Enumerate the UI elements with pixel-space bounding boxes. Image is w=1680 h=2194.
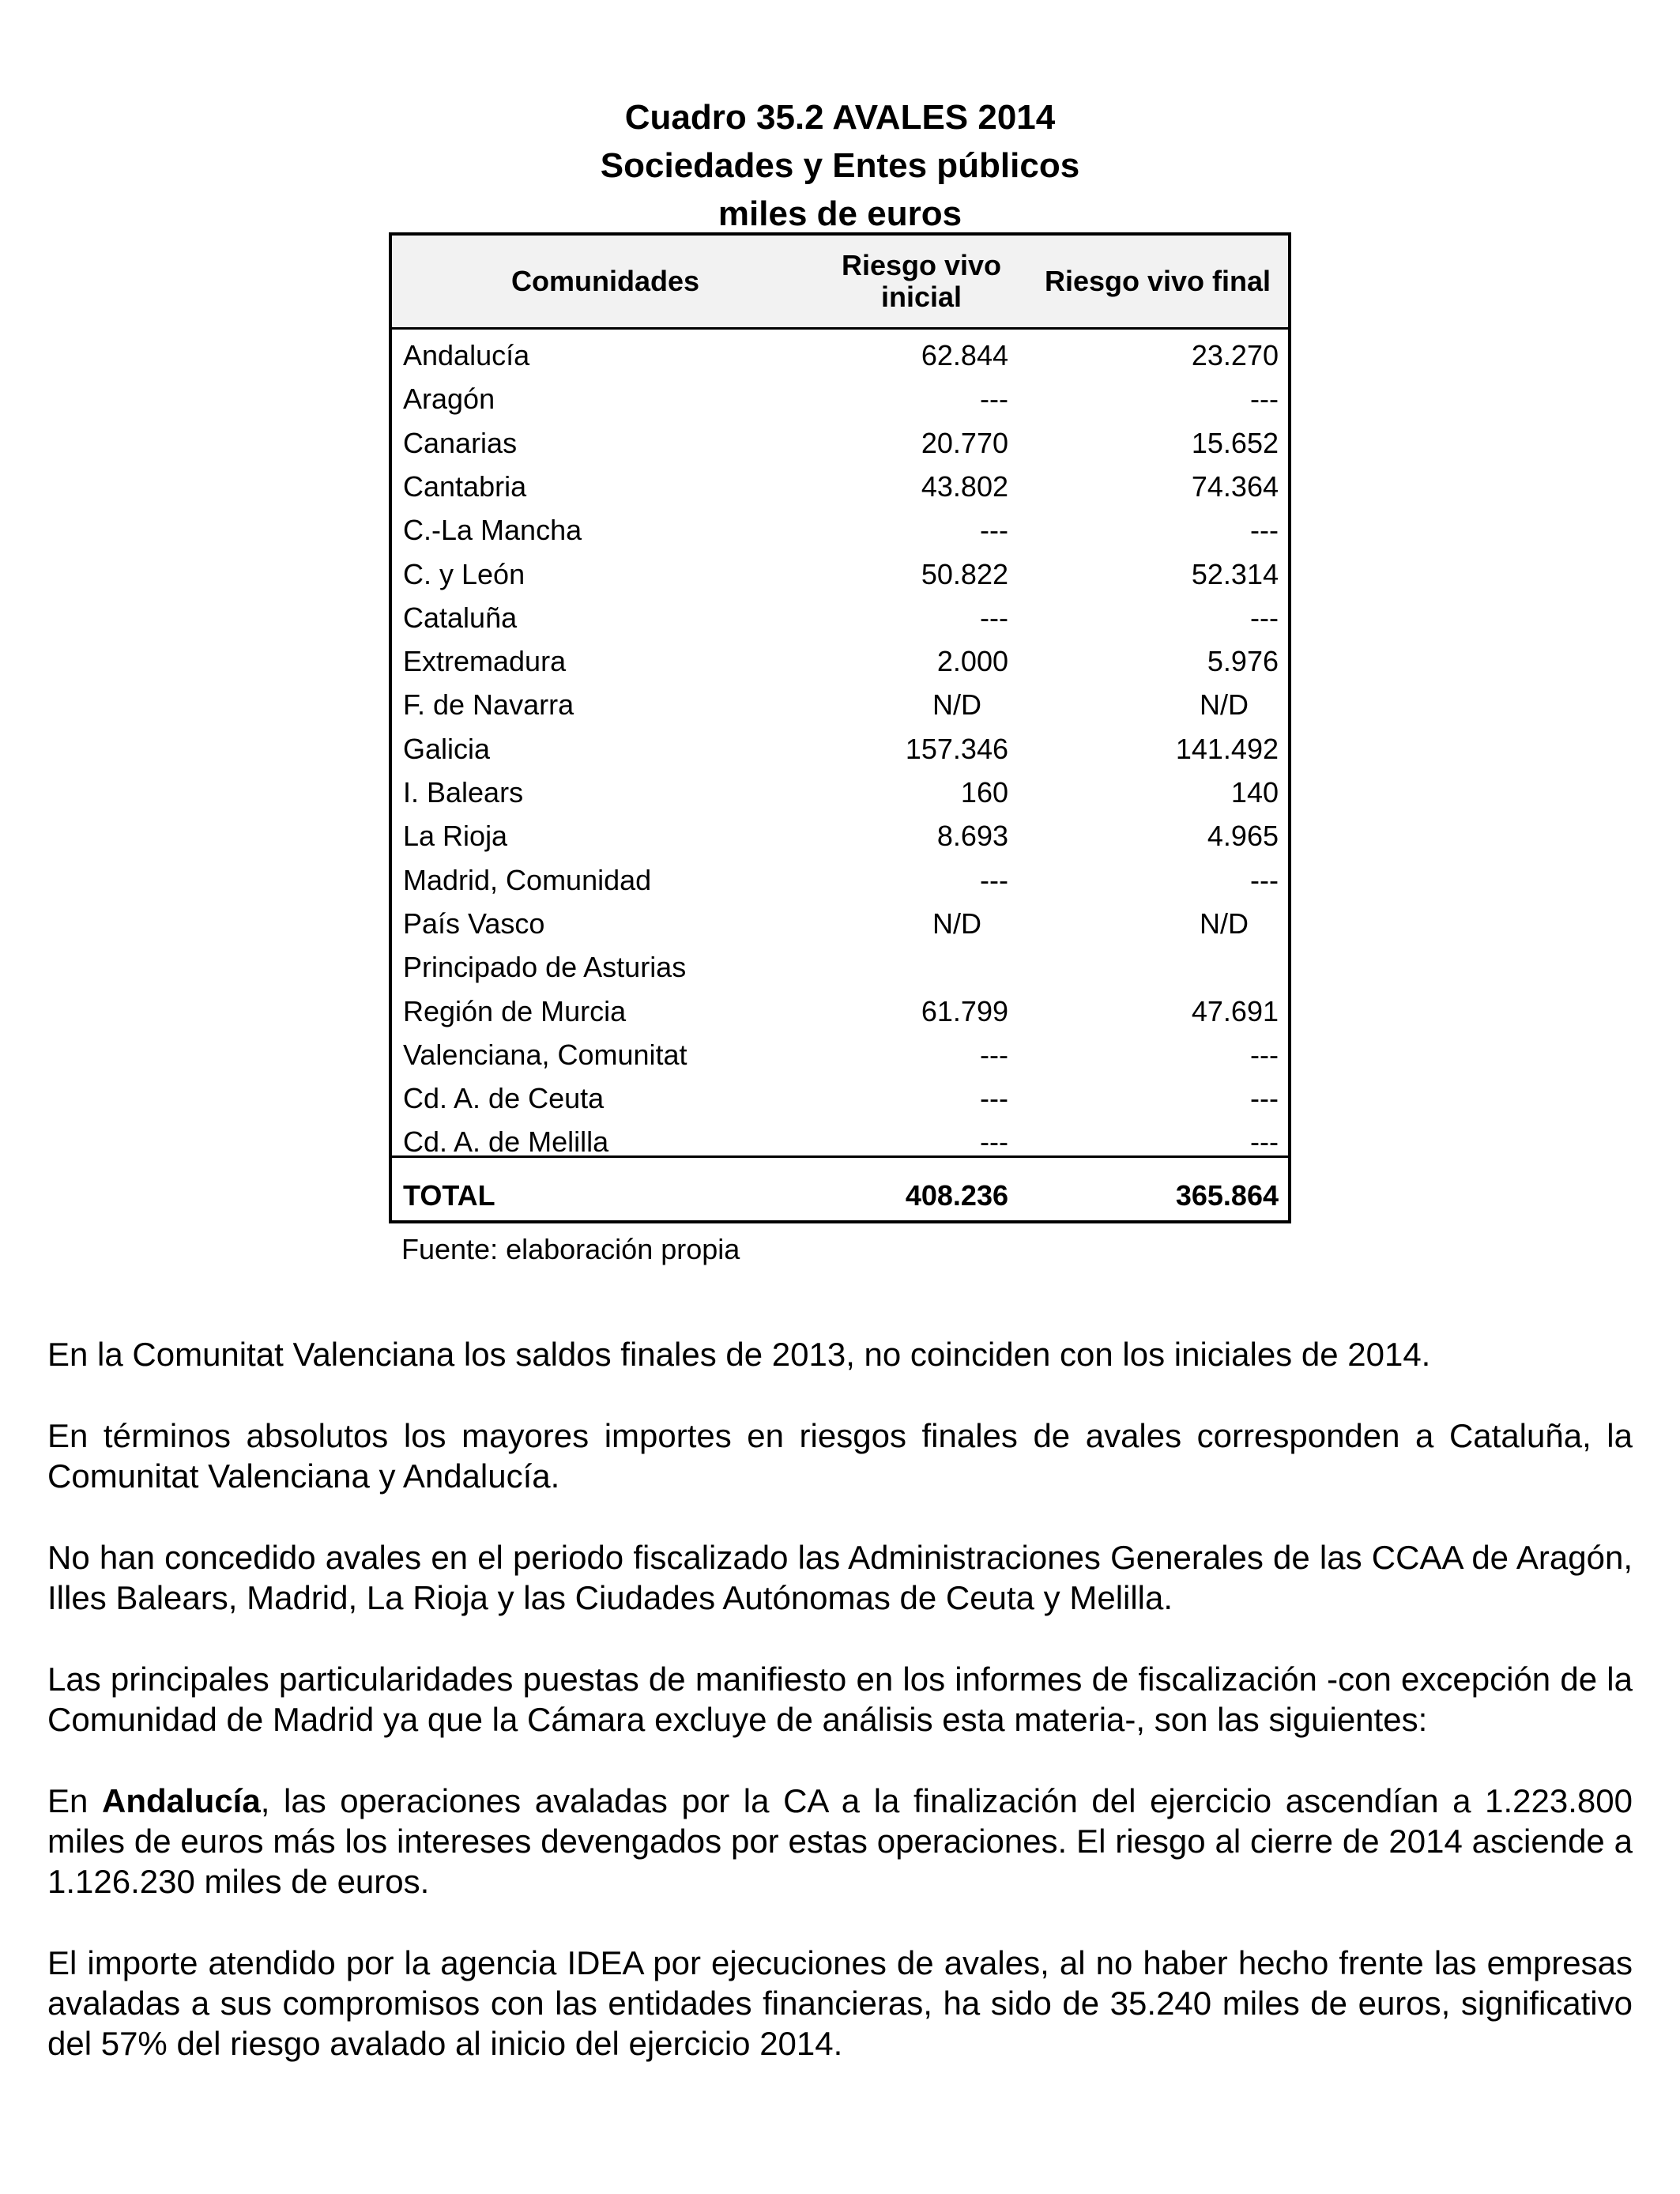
row-riesgo-inicial: ---: [980, 863, 1008, 896]
table-row: [392, 988, 1288, 1031]
table-row: [392, 332, 1288, 375]
row-comunidad: Cd. A. de Ceuta: [403, 1082, 605, 1115]
row-riesgo-inicial: ---: [980, 1125, 1008, 1159]
row-comunidad: País Vasco: [403, 907, 545, 940]
table-row: [392, 812, 1288, 856]
table-subtitle: Sociedades y Entes públicos: [600, 146, 1080, 185]
row-riesgo-final: 23.270: [1191, 339, 1279, 371]
row-riesgo-inicial: 160: [960, 776, 1008, 809]
row-riesgo-final: 4.965: [1207, 820, 1279, 853]
table-row: [392, 1075, 1288, 1118]
table-row: [392, 375, 1288, 419]
row-riesgo-inicial: N/D: [932, 688, 981, 722]
row-riesgo-final: 74.364: [1191, 469, 1279, 503]
row-riesgo-inicial: ---: [980, 1038, 1008, 1071]
row-riesgo-final: 140: [1230, 776, 1279, 809]
table-row: [392, 463, 1288, 507]
row-riesgo-final: ---: [1250, 863, 1279, 896]
paragraph: En la Comunitat Valenciana los saldos finales de 2013, no coinciden con los iniciales de 2014.: [47, 1336, 1431, 1373]
header-riesgo-inicial-line1: Riesgo vivo: [841, 249, 1002, 281]
row-riesgo-final: ---: [1250, 601, 1279, 634]
table-header: [392, 236, 1288, 330]
row-riesgo-final: 47.691: [1191, 994, 1279, 1027]
row-riesgo-inicial: 157.346: [905, 732, 1008, 765]
total-row: [392, 1159, 1288, 1220]
row-riesgo-final: ---: [1250, 1038, 1279, 1071]
total-label: TOTAL: [403, 1179, 495, 1212]
paragraph-bold-term: Andalucía: [102, 1782, 261, 1819]
row-comunidad: Madrid, Comunidad: [403, 863, 652, 896]
row-riesgo-inicial: 8.693: [936, 820, 1008, 853]
row-riesgo-inicial: 50.822: [921, 557, 1008, 590]
table-row: [392, 507, 1288, 550]
row-riesgo-final: N/D: [1200, 907, 1249, 940]
paragraph: No han concedido avales en el periodo fiscalizado las Administraciones Generales de las CCAA de Aragón, Illes Balears, Madrid, La Rioja y las Ciudades Autónomas de Ceuta y Melilla.: [47, 1539, 1633, 1616]
row-comunidad: Principado de Asturias: [403, 951, 687, 984]
paragraph: Las principales particularidades puestas de manifiesto en los informes de fiscalización -con excepción de la Comunidad de Madrid ya que la Cámara excluye de análisis esta materia-, son las siguientes:: [47, 1661, 1633, 1738]
row-comunidad: Valenciana, Comunitat: [403, 1038, 687, 1071]
row-riesgo-inicial: 43.802: [921, 469, 1008, 503]
paragraph: En términos absolutos los mayores importes en riesgos finales de avales corresponden a Cataluña, la Comunitat Valenciana y Andalucía.: [47, 1417, 1633, 1495]
table-row: [392, 900, 1288, 944]
row-riesgo-inicial: ---: [980, 383, 1008, 416]
row-comunidad: C. y León: [403, 557, 525, 590]
row-riesgo-inicial: N/D: [932, 907, 981, 940]
row-riesgo-inicial: 2.000: [936, 645, 1008, 678]
table-units: miles de euros: [718, 194, 962, 233]
row-riesgo-inicial: ---: [980, 514, 1008, 547]
table-row: [392, 420, 1288, 463]
table-row: [392, 638, 1288, 681]
table-source: Fuente: elaboración propia: [401, 1233, 740, 1265]
header-riesgo-final: Riesgo vivo final: [1044, 265, 1271, 297]
table-row: [392, 857, 1288, 900]
paragraph-rest: , las operaciones avaladas por la CA a la finalización del ejercicio ascendían a 1.223.800 miles de euros más los intereses devengados por estas operaciones. El riesgo al cierre de 2014 asciende a 1.126.230 miles de euros.: [47, 1782, 1633, 1900]
row-riesgo-final: ---: [1250, 1125, 1279, 1159]
row-comunidad: Cantabria: [403, 469, 527, 503]
table-row: [392, 594, 1288, 638]
row-riesgo-final: ---: [1250, 383, 1279, 416]
row-comunidad: Cd. A. de Melilla: [403, 1125, 609, 1159]
row-comunidad: I. Balears: [403, 776, 524, 809]
table-row: [392, 681, 1288, 725]
row-riesgo-final: 141.492: [1175, 732, 1279, 765]
row-comunidad: C.-La Mancha: [403, 514, 582, 547]
row-comunidad: Cataluña: [403, 601, 518, 634]
paragraph: [47, 1781, 1633, 1902]
avales-table: [389, 232, 1291, 1223]
row-riesgo-final: ---: [1250, 1082, 1279, 1115]
row-riesgo-final: N/D: [1200, 688, 1249, 722]
row-riesgo-inicial: ---: [980, 1082, 1008, 1115]
total-inicial: 408.236: [905, 1179, 1008, 1212]
table-title-block: [0, 93, 1680, 238]
row-comunidad: Andalucía: [403, 339, 530, 371]
row-comunidad: La Rioja: [403, 820, 508, 853]
row-comunidad: Canarias: [403, 426, 518, 459]
total-separator: [392, 1155, 1288, 1158]
row-riesgo-inicial: 20.770: [921, 426, 1008, 459]
total-final: 365.864: [1175, 1179, 1279, 1212]
row-riesgo-final: 5.976: [1207, 645, 1279, 678]
body-text: [47, 1334, 1633, 2105]
row-comunidad: Extremadura: [403, 645, 567, 678]
row-riesgo-final: 52.314: [1191, 557, 1279, 590]
row-comunidad: Galicia: [403, 732, 491, 765]
table-title: Cuadro 35.2 AVALES 2014: [624, 98, 1056, 137]
table-row: [392, 726, 1288, 769]
row-comunidad: F. de Navarra: [403, 688, 574, 722]
row-comunidad: Aragón: [403, 383, 495, 416]
row-comunidad: Región de Murcia: [403, 994, 627, 1027]
paragraph-prefix: En: [47, 1782, 102, 1819]
paragraph: El importe atendido por la agencia IDEA por ejecuciones de avales, al no haber hecho frente las empresas avaladas a sus compromisos con las entidades financieras, ha sido de 35.240 miles de euros, significativo del 57% del riesgo avalado al inicio del ejercicio 2014.: [47, 1944, 1633, 2062]
table-row: [392, 769, 1288, 812]
header-comunidades: Comunidades: [510, 265, 700, 297]
header-riesgo-inicial-line2: inicial: [880, 281, 962, 313]
header-riesgo-inicial: [819, 236, 1024, 327]
table-row: [392, 551, 1288, 594]
row-riesgo-inicial: 61.799: [921, 994, 1008, 1027]
table-row: [392, 944, 1288, 987]
table-row: [392, 1031, 1288, 1075]
row-riesgo-final: 15.652: [1191, 426, 1279, 459]
row-riesgo-final: ---: [1250, 514, 1279, 547]
row-riesgo-inicial: ---: [980, 601, 1008, 634]
row-riesgo-inicial: 62.844: [921, 339, 1008, 371]
